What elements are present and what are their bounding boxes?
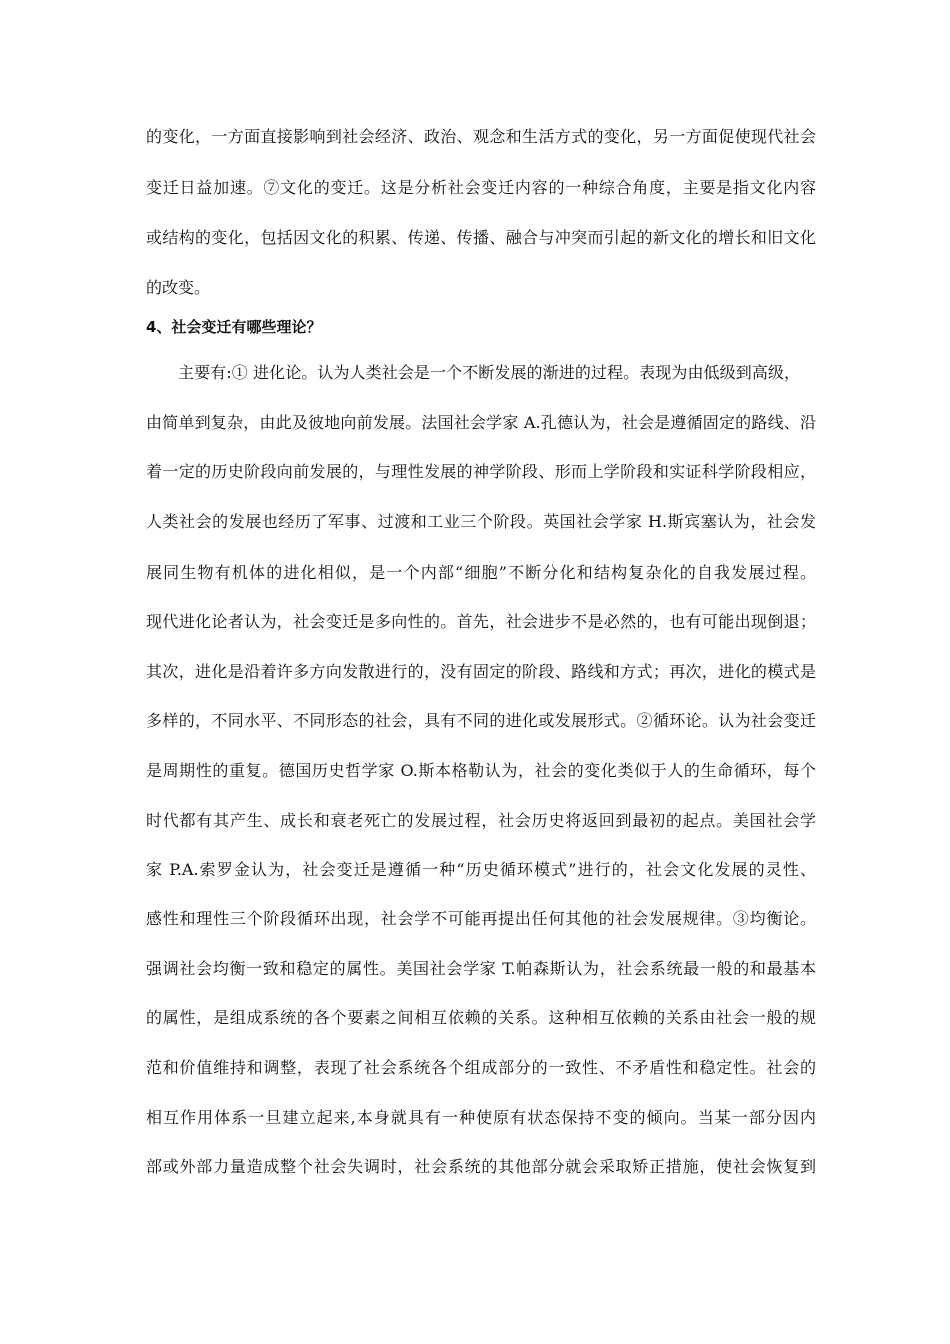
body-line: 其次，进化是沿着许多方向发散进行的，没有固定的阶段、路线和方式；再次，进化的模式是 [146, 662, 816, 681]
body-line: 部或外部力量造成整个社会失调时，社会系统的其他部分就会采取矫正措施，使社会恢复到 [146, 1157, 816, 1176]
body-line: 家 P.A.索罗金认为，社会变迁是遵循一种“历史循环模式”进行的，社会文化发展的灵性、 [146, 860, 816, 879]
body-line: 时代都有其产生、成长和衰老死亡的发展过程，社会历史将返回到最初的起点。美国社会学 [146, 811, 816, 830]
body-line: 感性和理性三个阶段循环出现，社会学不可能再提出任何其他的社会发展规律。③均衡论。 [146, 909, 816, 928]
body-line: 多样的，不同水平、不同形态的社会，具有不同的进化或发展形式。②循环论。认为社会变迁 [146, 711, 816, 730]
body-line: 变迁日益加速。⑦文化的变迁。这是分析社会变迁内容的一种综合角度，主要是指文化内容 [146, 178, 816, 197]
body-line: 着一定的历史阶段向前发展的，与理性发展的神学阶段、形而上学阶段和实证科学阶段相应， [146, 462, 816, 481]
body-line: 现代进化论者认为，社会变迁是多向性的。首先，社会进步不是必然的，也有可能出现倒退； [146, 612, 816, 631]
body-line: 由简单到复杂，由此及彼地向前发展。法国社会学家 A.孔德认为，社会是遵循固定的路线、沿 [146, 413, 816, 432]
paragraph-first-line: 主要有:① 进化论。认为人类社会是一个不断发展的渐进的过程。表现为由低级到高级， [178, 363, 800, 382]
body-line: 的属性，是组成系统的各个要素之间相互依赖的关系。这种相互依赖的关系由社会一般的规 [146, 1008, 816, 1027]
body-line: 或结构的变化，包括因文化的积累、传递、传播、融合与冲突而引起的新文化的增长和旧文化 [146, 228, 816, 247]
section-heading: 4、社会变迁有哪些理论？ [146, 318, 322, 336]
body-line: 强调社会均衡一致和稳定的属性。美国社会学家 T.帕森斯认为，社会系统最一般的和最基本 [146, 959, 816, 978]
body-line: 的变化，一方面直接影响到社会经济、政治、观念和生活方式的变化，另一方面促使现代社会 [146, 127, 816, 146]
body-line: 的改变。 [146, 278, 211, 297]
body-line: 是周期性的重复。德国历史哲学家 O.斯本格勒认为，社会的变化类似于人的生命循环，每个 [146, 761, 816, 780]
body-line: 范和价值维持和调整，表现了社会系统各个组成部分的一致性、不矛盾性和稳定性。社会的 [146, 1058, 816, 1077]
body-line: 展同生物有机体的进化相似，是一个内部“细胞”不断分化和结构复杂化的自我发展过程。 [146, 563, 816, 582]
body-line: 人类社会的发展也经历了军事、过渡和工业三个阶段。英国社会学家 H.斯宾塞认为，社会发 [146, 512, 816, 531]
body-line: 相互作用体系一旦建立起来,本身就具有一种使原有状态保持不变的倾向。当某一部分因内 [146, 1108, 816, 1127]
